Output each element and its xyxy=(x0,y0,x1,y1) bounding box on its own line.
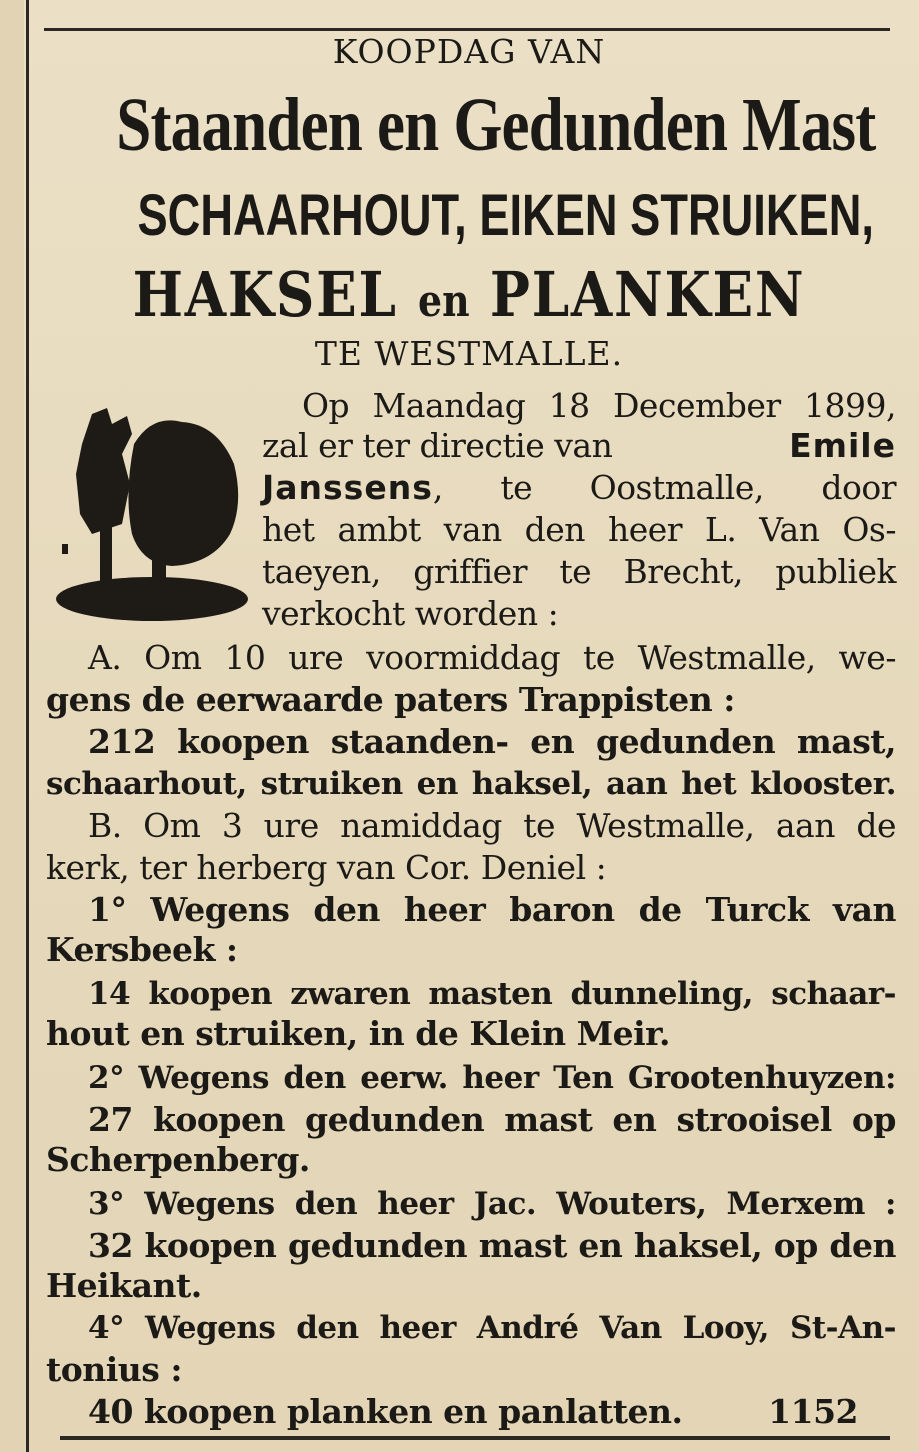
body-line-3: 212 koopen staanden- en gedunden mast, xyxy=(88,722,896,761)
body-line-12: 27 koopen gedunden mast en strooisel op xyxy=(88,1100,896,1139)
body-line-19-text: 40 koopen planken en panlatten. xyxy=(88,1392,683,1431)
ad-subtitle: SCHAARHOUT, EIKEN STRUIKEN, xyxy=(137,183,874,248)
body-line-8: Kersbeek : xyxy=(46,930,238,969)
body-line-14: 3° Wegens den heer Jac. Wouters, Merxem : xyxy=(88,1186,896,1222)
intro-line-3-text: , te Oostmalle, door xyxy=(432,468,896,507)
body-line-17: 4° Wegens den heer André Van Looy, St-An- xyxy=(88,1310,896,1346)
column-rule xyxy=(26,0,29,1452)
intro-name-last: Janssens xyxy=(262,468,433,507)
adjacent-column xyxy=(0,0,24,1452)
intro-line-2-text: zal er ter directie van xyxy=(262,426,613,465)
intro-line-1: Op Maandag 18 December 1899, xyxy=(302,386,896,425)
body-line-10: hout en struiken, in de Klein Meir. xyxy=(46,1014,670,1053)
body-line-18: tonius : xyxy=(46,1350,183,1389)
intro-line-3 xyxy=(262,468,896,508)
ad-number: 1152 xyxy=(768,1392,858,1431)
ad-kicker: KOOPDAG VAN xyxy=(332,32,606,71)
ad-subtitle-2 xyxy=(104,258,835,331)
ad-subtitle-2-b: PLANKEN xyxy=(489,258,806,331)
body-line-19 xyxy=(88,1392,896,1432)
body-line-15: 32 koopen gedunden mast en haksel, op den xyxy=(88,1226,896,1265)
ad-subtitle-2-a: HAKSEL xyxy=(132,258,398,331)
intro-name-first: Emile xyxy=(789,426,896,465)
body-line-13: Scherpenberg. xyxy=(46,1140,310,1179)
body-line-4: schaarhout, struiken en haksel, aan het klooster. xyxy=(46,766,896,802)
intro-line-5: taeyen, griffier te Brecht, publiek xyxy=(262,552,896,591)
ad-title: Staanden en Gedunden Mast xyxy=(116,83,876,167)
body-line-1: A. Om 10 ure voormiddag te Westmalle, we- xyxy=(88,638,896,677)
body-line-6: kerk, ter herberg van Cor. Deniel : xyxy=(46,848,607,887)
tree-illustration-icon xyxy=(52,394,252,624)
body-line-7: 1° Wegens den heer baron de Turck van xyxy=(88,890,896,929)
intro-line-4: het ambt van den heer L. Van Os- xyxy=(262,510,896,549)
body-line-11: 2° Wegens den eerw. heer Ten Grootenhuyzen: xyxy=(88,1060,896,1096)
body-line-2: gens de eerwaarde paters Trappisten : xyxy=(46,680,735,719)
ad-location: TE WESTMALLE. xyxy=(314,334,624,373)
body-line-5: B. Om 3 ure namiddag te Westmalle, aan de xyxy=(88,806,896,845)
ad-subtitle-2-en: en xyxy=(418,276,470,327)
intro-line-2 xyxy=(262,426,896,466)
intro-line-6: verkocht worden : xyxy=(262,594,559,633)
top-rule xyxy=(44,28,890,31)
body-line-16: Heikant. xyxy=(46,1266,202,1305)
bottom-rule xyxy=(60,1436,890,1440)
body-line-9: 14 koopen zwaren masten dunneling, schaar- xyxy=(88,976,896,1012)
